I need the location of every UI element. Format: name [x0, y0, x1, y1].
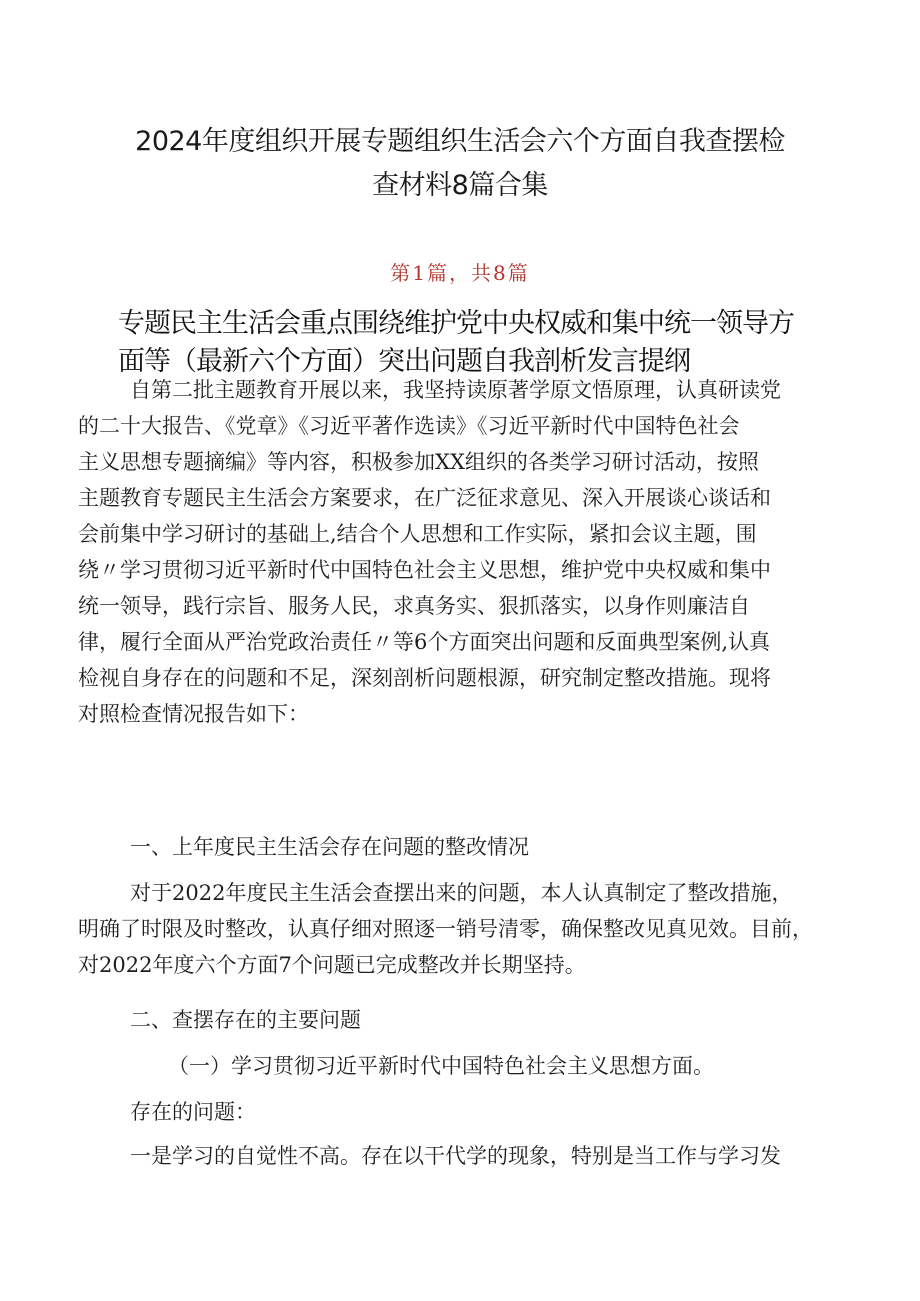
paragraph-line: 会前集中学习研讨的基础上,结合个人思想和工作实际，紧扣会议主题，围 — [78, 522, 757, 546]
paragraph-line: 一是学习的自觉性不高。存在以干代学的现象，特别是当工作与学习发 — [130, 1144, 781, 1168]
paragraph-line: 对2022年度六个方面7个问题已完成整改并长期坚持。 — [78, 953, 586, 977]
paragraph-line: 检视自身存在的问题和不足，深刻剖析问题根源，研究制定整改措施。现将 — [78, 666, 771, 690]
paragraph-line: 对照检查情况报告如下： — [78, 702, 309, 726]
rectification-paragraph — [78, 875, 858, 983]
document-title — [100, 120, 820, 208]
paragraph-line: 统一领导，践行宗旨、服务人民，求真务实、狠抓落实，以身作则廉洁自 — [78, 594, 750, 618]
heading-line: 一、上年度民主生活会存在问题的整改情况 — [130, 835, 529, 859]
heading-rectification-status — [78, 829, 858, 865]
document-title-line-2: 查材料8篇合集 — [372, 170, 548, 201]
section-title-line-2: 面等（最新六个方面）突出问题自我剖析发言提纲 — [118, 346, 690, 377]
section-title-line-1: 专题民主生活会重点围绕维护党中央权威和集中统一领导方 — [118, 308, 794, 339]
section-title — [118, 305, 878, 381]
heading-line: （一）学习贯彻习近平新时代中国特色社会主义思想方面。 — [168, 1054, 714, 1078]
paragraph-line: 明确了时限及时整改，认真仔细对照逐一销号清零，确保整改见真见效。目前， — [78, 917, 813, 941]
paragraph-line: 主义思想专题摘编》等内容，积极参加XX组织的各类学习研讨活动，按照 — [78, 450, 759, 474]
part-label: 第1篇，共8篇 — [390, 261, 530, 285]
document-title-line-1: 2024年度组织开展专题组织生活会六个方面自我查摆检 — [135, 126, 785, 157]
issue-label — [78, 1094, 858, 1130]
paragraph-line: 律，履行全面从严治党政治责任〃等6个方面突出问题和反面典型案例,认真 — [78, 630, 771, 654]
sub-heading-study-thought — [78, 1048, 858, 1084]
intro-paragraph — [78, 372, 858, 732]
issue-label-text: 存在的问题： — [130, 1100, 256, 1124]
paragraph-line: 的二十大报告、《党章》《习近平著作选读》《习近平新时代中国特色社会 — [78, 414, 740, 438]
heading-main-problems — [78, 1002, 858, 1038]
paragraph-line: 绕〃学习贯彻习近平新时代中国特色社会主义思想，维护党中央权威和集中 — [78, 558, 771, 582]
issue-item-1 — [78, 1138, 858, 1174]
paragraph-line: 对于2022年度民主生活会查摆出来的问题，本人认真制定了整改措施， — [130, 881, 793, 905]
paragraph-line: 自第二批主题教育开展以来，我坚持读原著学原文悟原理，认真研读党 — [130, 378, 781, 402]
heading-line: 二、查摆存在的主要问题 — [130, 1008, 361, 1032]
paragraph-line: 主题教育专题民主生活会方案要求，在广泛征求意见、深入开展谈心谈话和 — [78, 486, 771, 510]
